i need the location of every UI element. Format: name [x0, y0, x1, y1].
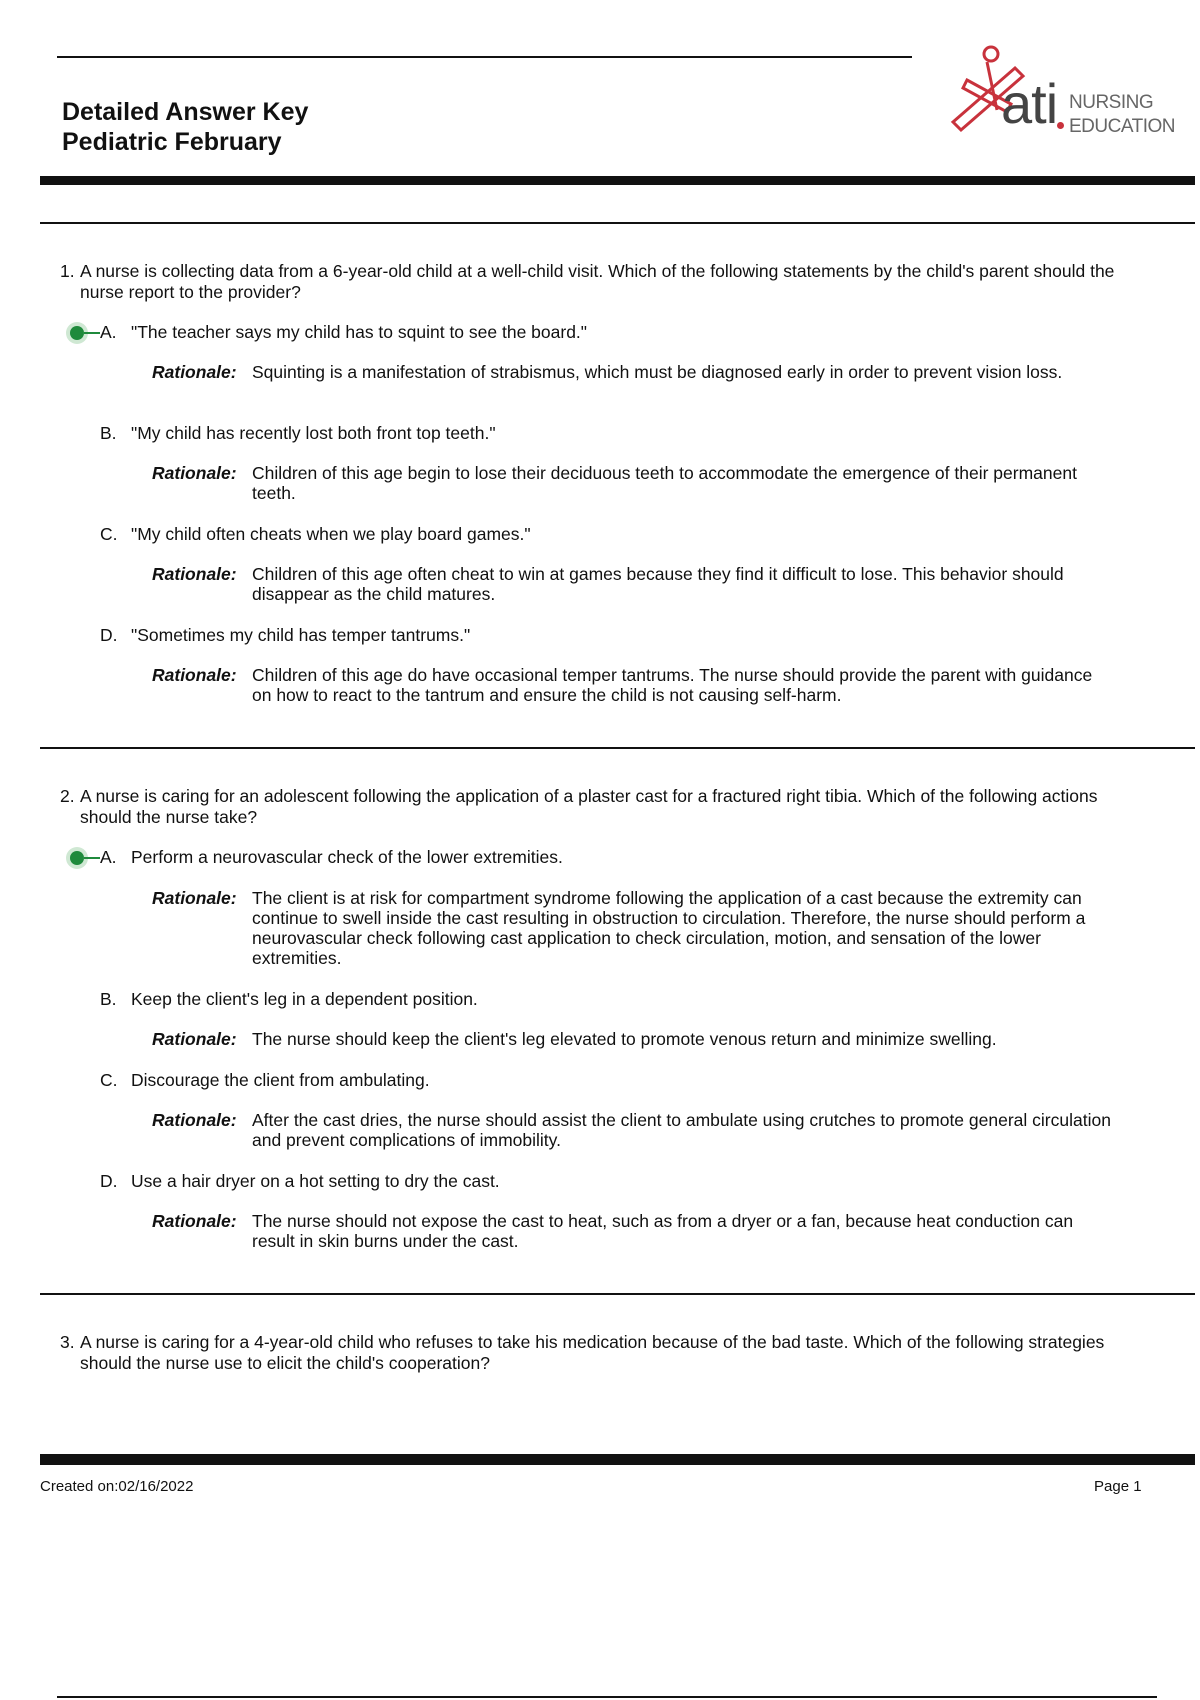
rationale-label: Rationale:: [152, 665, 237, 685]
question-stem: A nurse is collecting data from a 6-year-old child at a well-child visit. Which of the following statements by the child's parent should the nurse report to the provider?: [80, 261, 1115, 302]
rationale-label: Rationale:: [152, 463, 237, 483]
question-stem: A nurse is caring for an adolescent following the application of a plaster cast for a fractured right tibia. Which of the following actions should the nurse take?: [80, 786, 1098, 827]
rationale-1c: [152, 564, 1112, 604]
question-number: 2.: [60, 786, 75, 806]
question-number: 3.: [60, 1332, 75, 1352]
question-1: [60, 261, 1120, 303]
rationale-text: Children of this age do have occasional temper tantrums. The nurse should provide the parent with guidance on how to react to the tantrum and ensure the child is not causing self-harm.: [252, 665, 1093, 705]
rationale-label: Rationale:: [152, 1029, 237, 1049]
doc-title: Detailed Answer Key: [62, 98, 309, 126]
header-top-rule: [57, 56, 912, 58]
option-text: Use a hair dryer on a hot setting to dry the cast.: [131, 1171, 500, 1191]
option-2d: [100, 1171, 1100, 1192]
rationale-label: Rationale:: [152, 888, 237, 908]
rationale-label: Rationale:: [152, 1211, 237, 1231]
option-text: Keep the client's leg in a dependent position.: [131, 989, 478, 1009]
logo-line2: EDUCATION: [1069, 116, 1175, 137]
rationale-2b: [152, 1029, 1112, 1049]
rationale-1a: [152, 362, 1112, 382]
option-letter: B.: [100, 423, 117, 443]
option-2c: [100, 1070, 1100, 1091]
option-letter: D.: [100, 1171, 118, 1191]
rationale-label: Rationale:: [152, 362, 237, 382]
rationale-text: Children of this age often cheat to win at games because they find it difficult to lose. This behavior should disappear as the child matures.: [252, 564, 1064, 604]
rationale-label: Rationale:: [152, 564, 237, 584]
ati-logo: [945, 40, 1175, 150]
option-text: "My child often cheats when we play board games.": [131, 524, 531, 544]
rationale-text: The client is at risk for compartment syndrome following the application of a cast because the extremity can continue to swell inside the cast resulting in obstruction to circulation. Therefore, the nurse should perform a neurovascular check following cast application to check circulation, motion, and sensation of the lower extremities.: [252, 888, 1086, 968]
rationale-text: After the cast dries, the nurse should assist the client to ambulate using crutches to promote general circulation and prevent complications of immobility.: [252, 1110, 1111, 1150]
option-text: "My child has recently lost both front top teeth.": [131, 423, 496, 443]
rationale-text: Children of this age begin to lose their deciduous teeth to accommodate the emergence of their permanent teeth.: [252, 463, 1077, 503]
option-text: "The teacher says my child has to squint to see the board.": [131, 322, 587, 342]
option-1a: [100, 322, 1100, 343]
correct-answer-marker-icon: [65, 321, 105, 345]
question-3: [60, 1332, 1120, 1374]
question-stem: A nurse is caring for a 4-year-old child who refuses to take his medication because of the bad taste. Which of the following strategies should the nurse use to elicit the child's cooperation?: [80, 1332, 1105, 1373]
question-number: 1.: [60, 261, 75, 281]
doc-subtitle: Pediatric February: [62, 128, 282, 156]
rationale-1b: [152, 463, 1112, 503]
divider: [40, 1293, 1195, 1295]
option-text: Discourage the client from ambulating.: [131, 1070, 430, 1090]
created-date: Created on:02/16/2022: [40, 1478, 194, 1495]
option-text: Perform a neurovascular check of the lower extremities.: [131, 847, 563, 867]
option-letter: D.: [100, 625, 118, 645]
rationale-2c: [152, 1110, 1112, 1150]
logo-dot-icon: [1057, 122, 1064, 129]
rationale-text: Squinting is a manifestation of strabismus, which must be diagnosed early in order to prevent vision loss.: [252, 362, 1063, 382]
rationale-text: The nurse should not expose the cast to heat, such as from a dryer or a fan, because heat conduction can result in skin burns under the cast.: [252, 1211, 1074, 1251]
option-1c: [100, 524, 1100, 545]
option-letter: C.: [100, 1070, 118, 1090]
logo-line1: NURSING: [1069, 92, 1154, 113]
header-thick-rule: [40, 176, 1195, 185]
rationale-2a: [152, 888, 1112, 968]
page-bottom-rule: [57, 1696, 1157, 1698]
rationale-1d: [152, 665, 1112, 705]
option-letter: B.: [100, 989, 117, 1009]
option-text: "Sometimes my child has temper tantrums.": [131, 625, 471, 645]
option-letter: A.: [100, 847, 117, 867]
option-1d: [100, 625, 1100, 646]
rationale-2d: [152, 1211, 1112, 1251]
question-2: [60, 786, 1120, 828]
rationale-text: The nurse should keep the client's leg elevated to promote venous return and minimize swelling.: [252, 1029, 997, 1049]
option-letter: C.: [100, 524, 118, 544]
divider: [40, 747, 1195, 749]
footer-thick-rule: [40, 1454, 1195, 1465]
page-number: Page 1: [1094, 1478, 1142, 1495]
logo-brand: ati: [1001, 72, 1058, 135]
rationale-label: Rationale:: [152, 1110, 237, 1130]
option-1b: [100, 423, 1100, 444]
option-2b: [100, 989, 1100, 1010]
divider: [40, 222, 1195, 224]
correct-answer-marker-icon: [65, 846, 105, 870]
option-2a: [100, 847, 1100, 868]
option-letter: A.: [100, 322, 117, 342]
